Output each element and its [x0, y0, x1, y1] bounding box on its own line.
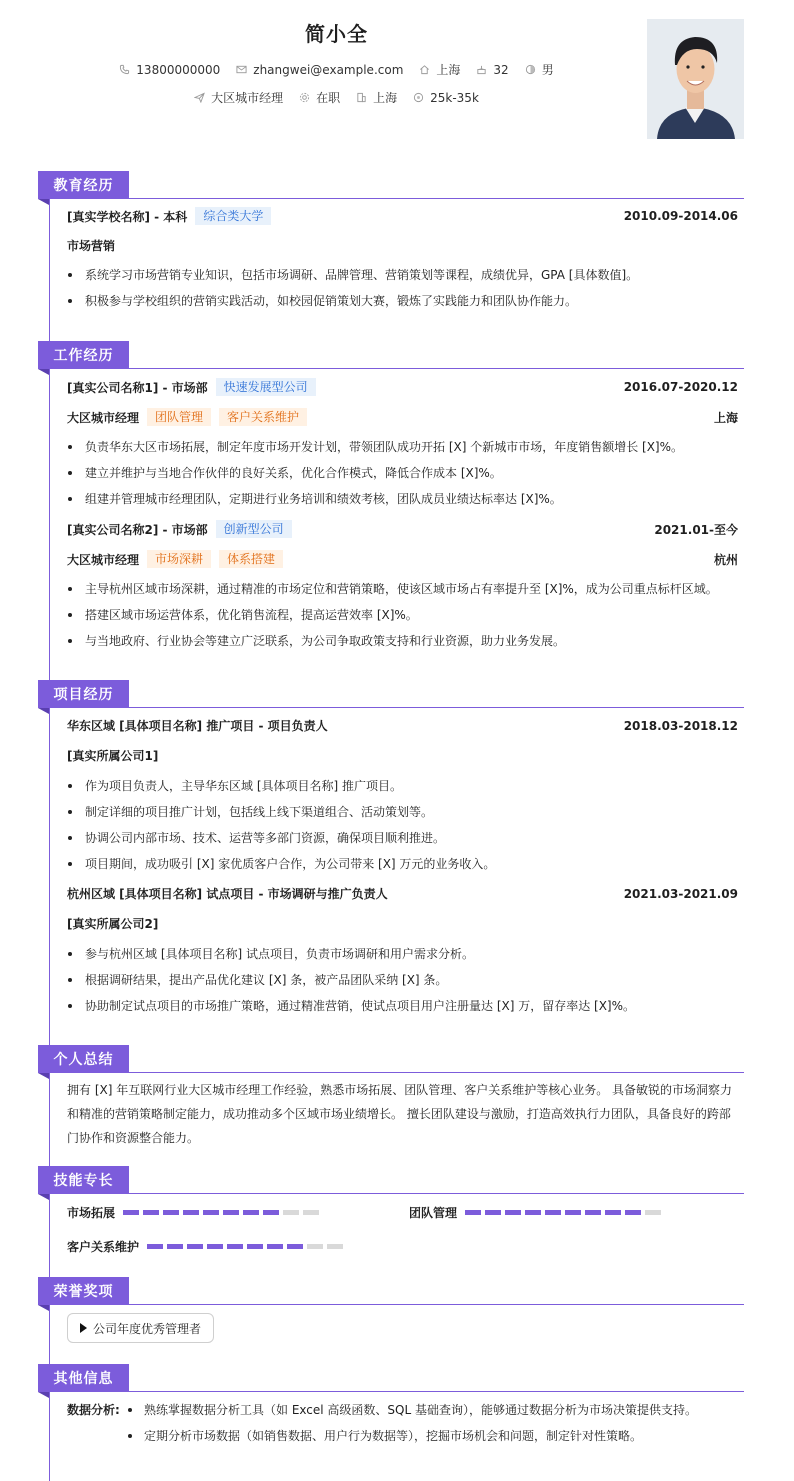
list-item: 参与杭州区域 [具体项目名称] 试点项目，负责市场调研和用户需求分析。	[67, 945, 738, 971]
skill-name: 团队管理	[409, 1206, 458, 1220]
section-fold	[38, 708, 49, 714]
list-item: 组建并管理城市经理团队，定期进行业务培训和绩效考核，团队成员业绩达标率达 [X]%。	[67, 490, 738, 516]
skill-dash-filled	[207, 1244, 223, 1249]
list-item: 主导杭州区域市场深耕，通过精准的市场定位和营销策略，使该区域市场占有率提升至 [X]%，成为公司重点标杆区域。	[67, 580, 738, 606]
section-title: 工作经历	[38, 341, 129, 369]
age-text: 32	[493, 62, 509, 77]
job-city: 上海	[713, 410, 738, 425]
target-city-text: 上海	[373, 91, 398, 105]
summary-line: 和精准的营销策略制定能力，成功推动多个区域市场业绩增长。 擅长团队建设与激励，打造高效执行力团队，具备良好的跨部	[67, 1107, 731, 1121]
school-tag: 综合类大学	[195, 207, 271, 225]
other-section	[38, 1364, 744, 1443]
age-item	[476, 61, 508, 78]
list-item: 协调公司内部市场、技术、运营等多部门资源，确保项目顺利推进。	[67, 829, 738, 855]
gender-item	[525, 61, 554, 78]
project-company: [真实所属公司2]	[67, 917, 159, 931]
skill-dash-filled	[505, 1210, 521, 1215]
section-title: 个人总结	[38, 1045, 129, 1073]
gear-icon	[299, 92, 310, 103]
job-city: 杭州	[713, 552, 738, 567]
candidate-name: 简小全	[305, 22, 368, 46]
skill-tag: 体系搭建	[219, 550, 283, 568]
project-period: 2018.03-2018.12	[623, 718, 738, 733]
section-fold	[38, 1194, 49, 1200]
skill-dash-filled	[263, 1210, 279, 1215]
skill-dash-filled	[545, 1210, 561, 1215]
skill-dash-filled	[167, 1244, 183, 1249]
work-section	[38, 341, 744, 648]
school-name: [真实学校名称] - 本科	[67, 209, 188, 224]
salary-text: 25k-35k	[430, 90, 479, 105]
section-divider	[38, 1072, 744, 1073]
section-divider	[38, 707, 744, 708]
skill-tag: 客户关系维护	[219, 408, 307, 426]
job-role-row	[67, 550, 738, 568]
phone-icon	[119, 64, 130, 75]
job-company-row	[67, 378, 738, 396]
location-text: 上海	[436, 63, 461, 77]
project-company-row	[67, 915, 738, 932]
list-item: 与当地政府、行业协会等建立广泛联系，为公司争取政策支持和行业资源，助力业务发展。	[67, 632, 738, 658]
section-fold	[38, 1305, 49, 1311]
company-name: [真实公司名称2] - 市场部	[67, 522, 208, 537]
skill-dash-filled	[143, 1210, 159, 1215]
list-item: 负责华东大区市场拓展，制定年度市场开发计划，带领团队成功开拓 [X] 个新城市市场，年度销售额增长 [X]%。	[67, 438, 738, 464]
job-company-row	[67, 520, 738, 538]
section-fold	[38, 1392, 49, 1398]
play-icon	[80, 1323, 87, 1333]
job-period: 2016.07-2020.12	[623, 380, 738, 394]
awards-header	[38, 1277, 744, 1305]
skill-dash-filled	[267, 1244, 283, 1249]
section-title: 教育经历	[38, 171, 129, 199]
award-item[interactable]	[67, 1313, 214, 1343]
skill-dash-filled	[605, 1210, 621, 1215]
contact-row	[0, 61, 673, 78]
status-text: 在职	[316, 91, 341, 105]
skill-dash-empty	[327, 1244, 343, 1249]
mail-icon	[236, 64, 247, 75]
skill-dash-filled	[223, 1210, 239, 1215]
section-fold	[38, 1073, 49, 1079]
list-item: 积极参与学校组织的营销实践活动，如校园促销策划大赛，锻炼了实践能力和团队协作能力。	[67, 292, 738, 318]
skill-dash-filled	[187, 1244, 203, 1249]
project-bullets	[67, 777, 738, 881]
job-bullets	[67, 438, 738, 516]
summary-section	[38, 1045, 744, 1145]
list-item: 作为项目负责人，主导华东区域 [具体项目名称] 推广项目。	[67, 777, 738, 803]
list-item: 制定详细的项目推广计划，包括线上线下渠道组合、活动策划等。	[67, 803, 738, 829]
skill-dash-filled	[147, 1244, 163, 1249]
project-title-row	[67, 717, 738, 734]
job-period: 2021.01-至今	[654, 522, 738, 537]
section-divider	[38, 368, 744, 369]
section-divider	[38, 1193, 744, 1194]
section-title: 技能专长	[38, 1166, 129, 1194]
gender-text: 男	[541, 63, 554, 77]
location-item	[419, 61, 460, 78]
major: 市场营销	[67, 239, 116, 253]
list-item: 项目期间，成功吸引 [X] 家优质客户合作，为公司带来 [X] 万元的业务收入。	[67, 855, 738, 881]
education-bullets	[67, 266, 738, 318]
company-tag: 快速发展型公司	[216, 378, 316, 396]
status-item	[299, 89, 340, 106]
skills-section	[38, 1166, 744, 1254]
project-company: [真实所属公司1]	[67, 749, 159, 763]
send-icon	[194, 92, 205, 103]
education-header	[38, 171, 744, 199]
skill-level-bar	[147, 1244, 343, 1249]
skill-tag: 团队管理	[147, 408, 211, 426]
skill-dash-filled	[183, 1210, 199, 1215]
list-item: 根据调研结果，提出产品优化建议 [X] 条，被产品团队采纳 [X] 条。	[67, 971, 738, 997]
section-title: 荣誉奖项	[38, 1277, 129, 1305]
skill-dash-filled	[625, 1210, 641, 1215]
skill-dash-filled	[287, 1244, 303, 1249]
phone-item	[119, 61, 220, 78]
skill-dash-empty	[283, 1210, 299, 1215]
project-name: 杭州区域 [具体项目名称] 试点项目 - 市场调研与推广负责人	[67, 887, 388, 901]
list-item: 定期分析市场数据（如销售数据、用户行为数据等），挖掘市场机会和问题，制定针对性策略。	[125, 1427, 697, 1453]
job-intent-row	[0, 89, 673, 106]
section-fold	[38, 369, 49, 375]
skill-name: 市场拓展	[67, 1206, 116, 1220]
email-text: zhangwei@example.com	[253, 62, 404, 77]
skill-dash-filled	[163, 1210, 179, 1215]
skill-dash-filled	[203, 1210, 219, 1215]
profile-photo	[647, 19, 744, 139]
skill-item	[67, 1238, 343, 1255]
section-divider	[38, 198, 744, 199]
skill-item	[409, 1204, 661, 1221]
skill-level-bar	[123, 1210, 319, 1215]
job-bullets	[67, 580, 738, 658]
skill-tag: 市场深耕	[147, 550, 211, 568]
job-role: 大区城市经理	[67, 552, 140, 567]
cake-icon	[476, 64, 487, 75]
email-item	[236, 61, 403, 78]
other-label: 数据分析:	[67, 1403, 120, 1417]
skill-dash-filled	[227, 1244, 243, 1249]
summary-line: 门协作和资源整合能力。	[67, 1131, 200, 1145]
section-title: 项目经历	[38, 680, 129, 708]
company-tag: 创新型公司	[216, 520, 292, 538]
skill-dash-filled	[525, 1210, 541, 1215]
major-row	[67, 237, 738, 254]
company-name: [真实公司名称1] - 市场部	[67, 380, 208, 395]
awards-section	[38, 1277, 744, 1336]
summary-line: 拥有 [X] 年互联网行业大区城市经理工作经验，熟悉市场拓展、团队管理、客户关系维护等核心业务。 具备敏锐的市场洞察力	[67, 1083, 733, 1097]
skill-dash-filled	[465, 1210, 481, 1215]
gender-icon	[525, 64, 536, 75]
project-name: 华东区域 [具体项目名称] 推广项目 - 项目负责人	[67, 719, 328, 733]
projects-header	[38, 680, 744, 708]
other-bullets	[125, 1401, 697, 1453]
list-item: 建立并维护与当地合作伙伴的良好关系，优化合作模式，降低合作成本 [X]%。	[67, 464, 738, 490]
skill-dash-filled	[243, 1210, 259, 1215]
section-divider	[38, 1391, 744, 1392]
skill-dash-empty	[307, 1244, 323, 1249]
project-company-row	[67, 747, 738, 764]
skill-item	[67, 1204, 319, 1221]
section-fold	[38, 199, 49, 205]
phone-text: 13800000000	[136, 62, 221, 77]
skill-dash-filled	[585, 1210, 601, 1215]
education-section	[38, 171, 744, 308]
home-icon	[419, 64, 430, 75]
work-header	[38, 341, 744, 369]
section-title: 其他信息	[38, 1364, 129, 1392]
job-role: 大区城市经理	[67, 410, 140, 425]
education-period: 2010.09-2014.06	[623, 209, 738, 223]
job-role-row	[67, 408, 738, 426]
project-period: 2021.03-2021.09	[623, 886, 738, 901]
summary-text	[67, 1078, 738, 1150]
skill-dash-filled	[565, 1210, 581, 1215]
education-row	[67, 207, 738, 225]
list-item: 熟练掌握数据分析工具（如 Excel 高级函数、SQL 基础查询），能够通过数据分析为市场决策提供支持。	[125, 1401, 697, 1427]
salary-item	[413, 89, 479, 106]
project-bullets	[67, 945, 738, 1023]
award-name: 公司年度优秀管理者	[93, 1321, 202, 1336]
position-text: 大区城市经理	[211, 91, 284, 105]
skill-dash-empty	[645, 1210, 661, 1215]
building-icon	[356, 92, 367, 103]
summary-header	[38, 1045, 744, 1073]
skill-dash-filled	[485, 1210, 501, 1215]
project-title-row	[67, 885, 738, 902]
list-item: 系统学习市场营销专业知识，包括市场调研、品牌管理、营销策划等课程，成绩优异，GPA [具体数值]。	[67, 266, 738, 292]
other-header	[38, 1364, 744, 1392]
target-city-item	[356, 89, 397, 106]
section-divider	[38, 1304, 744, 1305]
list-item: 搭建区域市场运营体系，优化销售流程，提高运营效率 [X]%。	[67, 606, 738, 632]
skills-header	[38, 1166, 744, 1194]
skill-dash-filled	[247, 1244, 263, 1249]
position-item	[194, 89, 283, 106]
projects-section	[38, 680, 744, 1013]
skill-level-bar	[465, 1210, 661, 1215]
list-item: 协助制定试点项目的市场推广策略，通过精准营销，使试点项目用户注册量达 [X] 万，留存率达 [X]%。	[67, 997, 738, 1023]
money-icon	[413, 92, 424, 103]
skill-name: 客户关系维护	[67, 1240, 140, 1254]
skill-dash-filled	[123, 1210, 139, 1215]
skill-dash-empty	[303, 1210, 319, 1215]
